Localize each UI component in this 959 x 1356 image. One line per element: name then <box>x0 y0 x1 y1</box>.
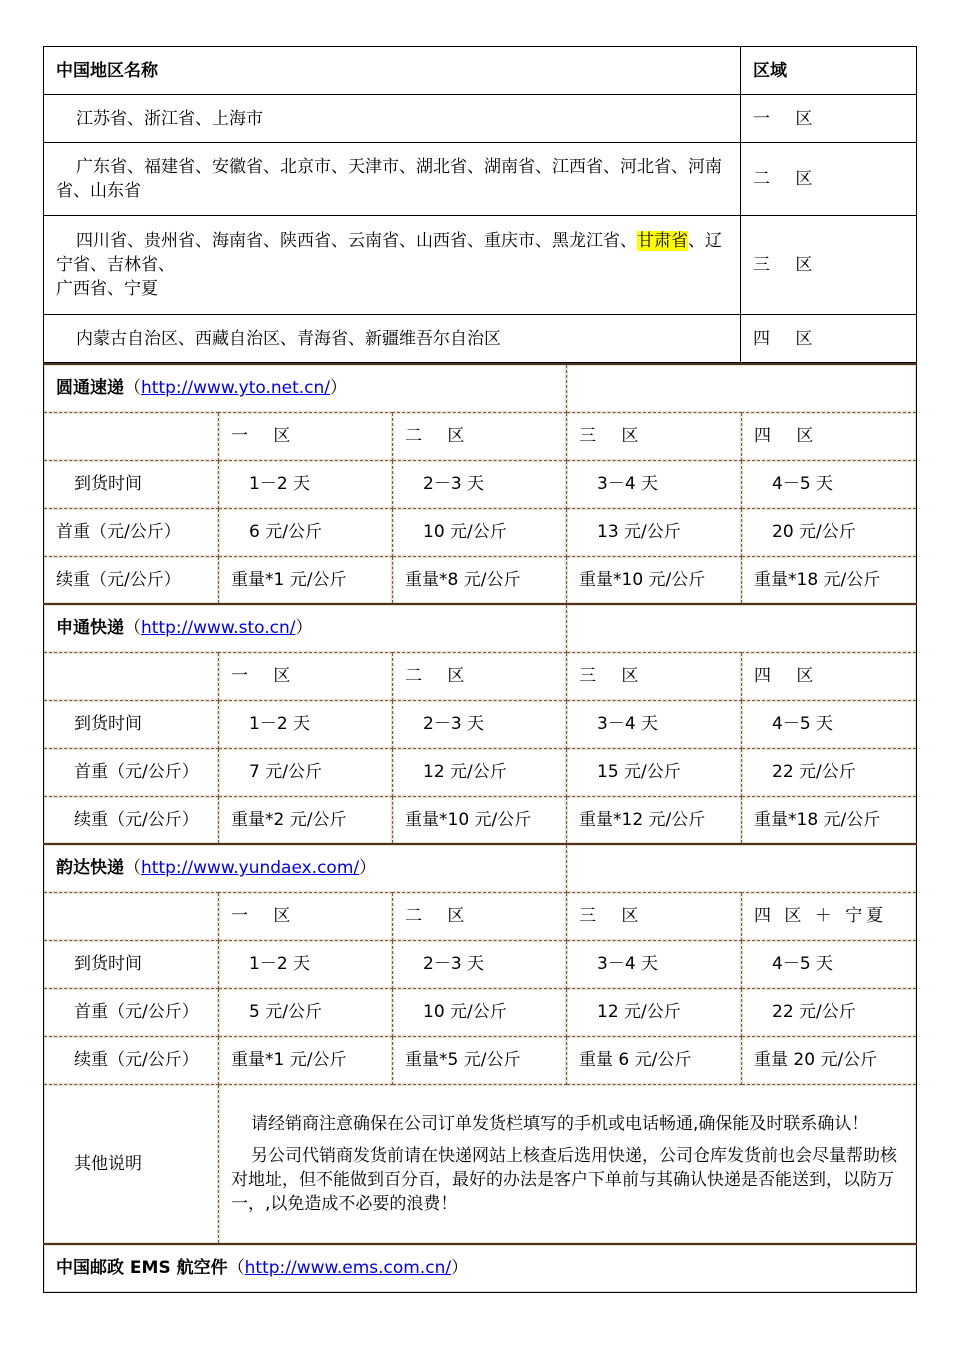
courier-website-link[interactable]: http://www.sto.cn/ <box>141 618 296 639</box>
empty-cell <box>567 844 917 892</box>
row-label: 首重（元/公斤） <box>44 988 219 1036</box>
region-row <box>44 143 917 216</box>
ems-title-row <box>44 1244 917 1292</box>
courier-website-link[interactable]: http://www.yundaex.com/ <box>141 858 360 879</box>
rate-row <box>44 940 917 988</box>
row-label: 到货时间 <box>44 460 219 508</box>
zone-header: 四 区 <box>742 652 917 700</box>
empty-cell <box>44 652 219 700</box>
rate-row <box>44 1036 917 1084</box>
rate-value: 12 元/公斤 <box>393 748 567 796</box>
rate-value: 1－2 天 <box>219 700 393 748</box>
region-row <box>44 315 917 363</box>
region-zone: 二 区 <box>741 143 917 216</box>
zone-header: 三 区 <box>567 652 742 700</box>
zone-header: 四 区 ＋ 宁夏 <box>742 892 917 940</box>
zone-header: 一 区 <box>219 892 393 940</box>
zone-header: 四 区 <box>742 412 917 460</box>
notes-paragraph: 请经销商注意确保在公司订单发货栏填写的手机或电话畅通,确保能及时联系确认！ <box>251 1113 869 1134</box>
region-provinces: 江苏省、浙江省、上海市 <box>44 95 741 143</box>
row-label: 首重（元/公斤） <box>44 508 219 556</box>
ems-title: 中国邮政 EMS 航空件（http://www.ems.com.cn/） <box>44 1244 917 1292</box>
rate-row <box>44 796 917 844</box>
zone-header: 三 区 <box>567 892 742 940</box>
zone-header: 二 区 <box>393 412 567 460</box>
rate-value: 重量*12 元/公斤 <box>567 796 742 844</box>
courier-title: 韵达快递（http://www.yundaex.com/） <box>44 844 567 892</box>
rate-row <box>44 460 917 508</box>
empty-cell <box>567 364 917 412</box>
region-zone: 一 区 <box>741 95 917 143</box>
notes-content <box>219 1084 917 1244</box>
rate-value: 重量*10 元/公斤 <box>567 556 742 604</box>
rate-value: 重量*10 元/公斤 <box>393 796 567 844</box>
rate-value: 4－5 天 <box>742 460 917 508</box>
rate-value: 重量*1 元/公斤 <box>219 1036 393 1084</box>
courier-website-link[interactable]: http://www.yto.net.cn/ <box>141 378 331 399</box>
rate-value: 1－2 天 <box>219 940 393 988</box>
rate-value: 1－2 天 <box>219 460 393 508</box>
rate-value: 22 元/公斤 <box>742 748 917 796</box>
rate-value: 重量*18 元/公斤 <box>742 556 917 604</box>
rate-value: 13 元/公斤 <box>567 508 742 556</box>
row-label: 续重（元/公斤） <box>44 556 219 604</box>
rate-value: 重量*8 元/公斤 <box>393 556 567 604</box>
rate-value: 4－5 天 <box>742 700 917 748</box>
rate-value: 重量*1 元/公斤 <box>219 556 393 604</box>
rate-value: 重量 6 元/公斤 <box>567 1036 742 1084</box>
rate-row <box>44 700 917 748</box>
zone-header-row <box>44 652 917 700</box>
row-label: 到货时间 <box>44 940 219 988</box>
rate-value: 7 元/公斤 <box>219 748 393 796</box>
rate-value: 重量*5 元/公斤 <box>393 1036 567 1084</box>
rate-value: 22 元/公斤 <box>742 988 917 1036</box>
zone-header: 一 区 <box>219 412 393 460</box>
courier-title: 圆通速递（http://www.yto.net.cn/） <box>44 364 567 412</box>
ems-website-link[interactable]: http://www.ems.com.cn/ <box>244 1258 452 1279</box>
rate-value: 4－5 天 <box>742 940 917 988</box>
rate-value: 3－4 天 <box>567 940 742 988</box>
rate-value: 2－3 天 <box>393 460 567 508</box>
region-provinces: 四川省、贵州省、海南省、陕西省、云南省、山西省、重庆市、黑龙江省、甘肃省、辽宁省、吉林省、 广西省、宁夏 <box>44 216 741 315</box>
region-zone: 三 区 <box>741 216 917 315</box>
zone-header-row <box>44 412 917 460</box>
rate-value: 12 元/公斤 <box>567 988 742 1036</box>
rate-value: 3－4 天 <box>567 460 742 508</box>
rate-value: 3－4 天 <box>567 700 742 748</box>
row-label: 到货时间 <box>44 700 219 748</box>
notes-row <box>44 1084 917 1244</box>
region-name-header: 中国地区名称 <box>44 47 741 95</box>
row-label: 续重（元/公斤） <box>44 796 219 844</box>
highlighted-province: 甘肃省 <box>637 231 688 251</box>
rate-value: 20 元/公斤 <box>742 508 917 556</box>
region-header-row <box>44 47 917 95</box>
notes-label: 其他说明 <box>44 1084 219 1244</box>
empty-cell <box>44 892 219 940</box>
region-row <box>44 216 917 315</box>
courier-rates-table <box>43 363 917 1293</box>
rate-value: 15 元/公斤 <box>567 748 742 796</box>
zone-header-row <box>44 892 917 940</box>
rate-row <box>44 556 917 604</box>
region-provinces: 广东省、福建省、安徽省、北京市、天津市、湖北省、湖南省、江西省、河北省、河南省、山东省 <box>44 143 741 216</box>
courier-title-row <box>44 604 917 652</box>
region-table <box>43 46 917 363</box>
zone-header: 二 区 <box>393 652 567 700</box>
courier-title: 申通快递（http://www.sto.cn/） <box>44 604 567 652</box>
row-label: 续重（元/公斤） <box>44 1036 219 1084</box>
courier-title-row <box>44 844 917 892</box>
rate-value: 5 元/公斤 <box>219 988 393 1036</box>
rate-row <box>44 988 917 1036</box>
rate-value: 6 元/公斤 <box>219 508 393 556</box>
region-zone-header: 区域 <box>741 47 917 95</box>
zone-header: 三 区 <box>567 412 742 460</box>
region-zone: 四 区 <box>741 315 917 363</box>
rate-row <box>44 508 917 556</box>
document-page <box>43 46 916 1293</box>
row-label: 首重（元/公斤） <box>44 748 219 796</box>
rate-value: 10 元/公斤 <box>393 988 567 1036</box>
courier-title-row <box>44 364 917 412</box>
rate-row <box>44 748 917 796</box>
region-row <box>44 95 917 143</box>
rate-value: 10 元/公斤 <box>393 508 567 556</box>
empty-cell <box>44 412 219 460</box>
rate-value: 重量 20 元/公斤 <box>742 1036 917 1084</box>
empty-cell <box>567 604 917 652</box>
rate-value: 2－3 天 <box>393 940 567 988</box>
zone-header: 二 区 <box>393 892 567 940</box>
zone-header: 一 区 <box>219 652 393 700</box>
region-provinces: 内蒙古自治区、西藏自治区、青海省、新疆维吾尔自治区 <box>44 315 741 363</box>
rate-value: 2－3 天 <box>393 700 567 748</box>
rate-value: 重量*2 元/公斤 <box>219 796 393 844</box>
rate-value: 重量*18 元/公斤 <box>742 796 917 844</box>
notes-paragraph: 另公司代销商发货前请在快递网站上核查后选用快递，公司仓库发货前也会尽量帮助核对地址，但不能做到百分百，最好的办法是客户下单前与其确认快递是否能送到，以防万一，,以免造成不必要的浪费！ <box>231 1145 897 1214</box>
